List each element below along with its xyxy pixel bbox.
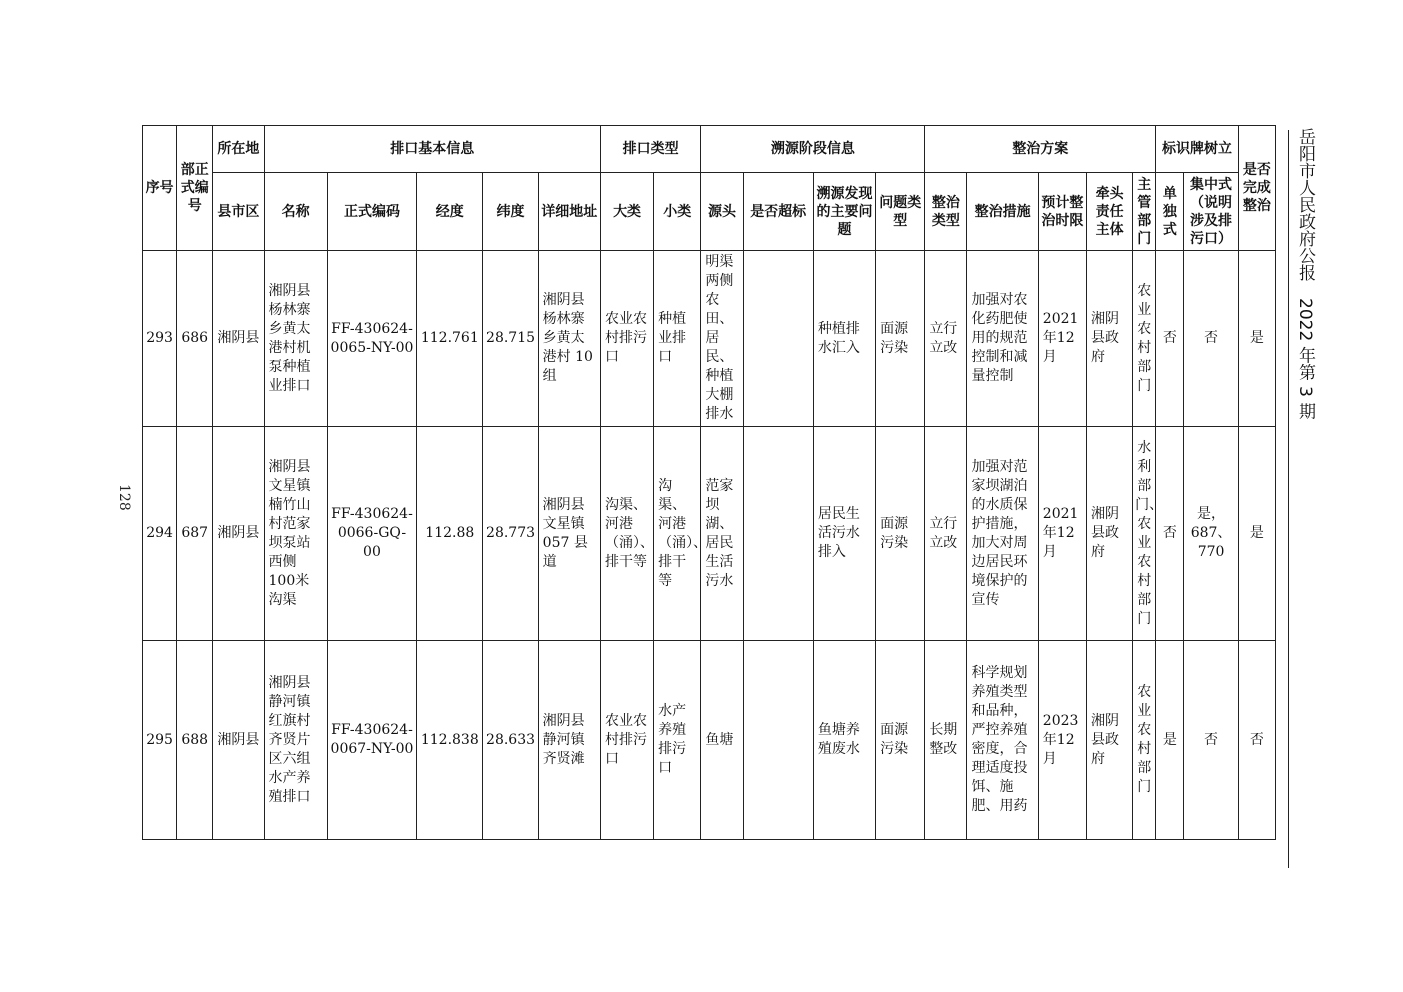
cell-problem-type: 面源污染 — [876, 641, 925, 840]
cell-lead: 湘阴县政府 — [1086, 427, 1132, 641]
cell-source: 明渠两侧农田、居民、种植大棚排水 — [701, 251, 743, 427]
cell-seq: 294 — [143, 427, 177, 641]
cell-measures: 加强对农化药肥使用的规范控制和减量控制 — [967, 251, 1038, 427]
cell-lng: 112.88 — [417, 427, 483, 641]
header-outlet-info: 排口基本信息 — [264, 126, 600, 173]
cell-fix-type: 长期整改 — [925, 641, 967, 840]
cell-single: 是 — [1156, 641, 1184, 840]
table-row — [143, 641, 1276, 840]
cell-major: 农业农村排污口 — [600, 641, 653, 840]
header-dept-code: 部正式编号 — [177, 126, 213, 251]
cell-single: 否 — [1156, 427, 1184, 641]
header-outlet-type: 排口类型 — [600, 126, 700, 173]
cell-problem-type: 面源污染 — [876, 427, 925, 641]
cell-name: 湘阴县文星镇楠竹山村范家坝泵站西侧100米沟渠 — [264, 427, 327, 641]
cell-lat: 28.773 — [483, 427, 538, 641]
table-row — [143, 427, 1276, 641]
cell-problem-type: 面源污染 — [876, 251, 925, 427]
cell-central: 否 — [1184, 251, 1238, 427]
cell-name: 湘阴县杨林寨乡黄太港村机泵种植业排口 — [264, 251, 327, 427]
cell-manager: 水利部门、农业农村部门 — [1133, 427, 1156, 641]
header-seq: 序号 — [143, 126, 177, 251]
cell-dept-code: 686 — [177, 251, 213, 427]
cell-dept-code: 687 — [177, 427, 213, 641]
cell-lat: 28.715 — [483, 251, 538, 427]
cell-major: 农业农村排污口 — [600, 251, 653, 427]
header-county: 县市区 — [213, 173, 264, 251]
header-central: 集中式（说明涉及排污口） — [1184, 173, 1238, 251]
cell-major: 沟渠、河港（涌）、排干等 — [600, 427, 653, 641]
header-source: 源头 — [701, 173, 743, 251]
cell-central: 否 — [1184, 641, 1238, 840]
header-problem: 溯源发现的主要问题 — [813, 173, 875, 251]
header-minor: 小类 — [654, 173, 701, 251]
header-problem-type: 问题类型 — [876, 173, 925, 251]
cell-single: 否 — [1156, 251, 1184, 427]
cell-deadline: 2021年12月 — [1038, 427, 1086, 641]
cell-completed: 是 — [1238, 251, 1275, 427]
cell-dept-code: 688 — [177, 641, 213, 840]
cell-county: 湘阴县 — [213, 641, 264, 840]
cell-seq: 293 — [143, 251, 177, 427]
cell-county: 湘阴县 — [213, 251, 264, 427]
cell-manager: 农业农村部门 — [1133, 251, 1156, 427]
header-major: 大类 — [600, 173, 653, 251]
cell-fix-type: 立行立改 — [925, 251, 967, 427]
cell-lat: 28.633 — [483, 641, 538, 840]
header-manager: 主管部门 — [1133, 173, 1156, 251]
header-address: 详细地址 — [538, 173, 600, 251]
header-measures: 整治措施 — [967, 173, 1038, 251]
cell-central: 是，687、770 — [1184, 427, 1238, 641]
cell-lng: 112.838 — [417, 641, 483, 840]
page-number: 128 — [116, 484, 132, 511]
header-lat: 纬度 — [483, 173, 538, 251]
cell-minor: 沟渠、河港（涌）、排干等 — [654, 427, 701, 641]
cell-minor: 种植业排口 — [654, 251, 701, 427]
header-exceed: 是否超标 — [743, 173, 813, 251]
cell-code: FF-430624-0065-NY-00 — [327, 251, 416, 427]
cell-measures: 科学规划养殖类型和品种，严控养殖密度，合理适度投饵、施肥、用药 — [967, 641, 1038, 840]
cell-exceed — [743, 427, 813, 641]
cell-lng: 112.761 — [417, 251, 483, 427]
gazette-running-title: 岳阳市人民政府公报 2022 年第 3 期 — [1295, 128, 1315, 420]
header-completed: 是否完成整治 — [1238, 126, 1275, 251]
cell-problem: 鱼塘养殖废水 — [813, 641, 875, 840]
header-location: 所在地 — [213, 126, 264, 173]
cell-completed: 是 — [1238, 427, 1275, 641]
header-trace-info: 溯源阶段信息 — [701, 126, 925, 173]
header-plan: 整治方案 — [925, 126, 1156, 173]
cell-address: 湘阴县杨林寨乡黄太港村 10 组 — [538, 251, 600, 427]
cell-source: 鱼塘 — [701, 641, 743, 840]
cell-completed: 否 — [1238, 641, 1275, 840]
cell-exceed — [743, 641, 813, 840]
cell-county: 湘阴县 — [213, 427, 264, 641]
cell-code: FF-430624-0067-NY-00 — [327, 641, 416, 840]
cell-name: 湘阴县静河镇红旗村齐贤片区六组水产养殖排口 — [264, 641, 327, 840]
header-lead: 牵头责任主体 — [1086, 173, 1132, 251]
cell-address: 湘阴县静河镇齐贤滩 — [538, 641, 600, 840]
cell-minor: 水产养殖排污口 — [654, 641, 701, 840]
header-name: 名称 — [264, 173, 327, 251]
outlet-table — [142, 125, 1276, 840]
cell-lead: 湘阴县政府 — [1086, 251, 1132, 427]
header-code: 正式编码 — [327, 173, 416, 251]
cell-problem: 种植排水汇入 — [813, 251, 875, 427]
header-fix-type: 整治类型 — [925, 173, 967, 251]
header-deadline: 预计整治时限 — [1038, 173, 1086, 251]
header-sign: 标识牌树立 — [1156, 126, 1238, 173]
header-lng: 经度 — [417, 173, 483, 251]
cell-address: 湘阴县文星镇057 县道 — [538, 427, 600, 641]
cell-deadline: 2021年12月 — [1038, 251, 1086, 427]
cell-fix-type: 立行立改 — [925, 427, 967, 641]
cell-seq: 295 — [143, 641, 177, 840]
margin-rule — [1288, 130, 1289, 868]
cell-manager: 农业农村部门 — [1133, 641, 1156, 840]
cell-problem: 居民生活污水排入 — [813, 427, 875, 641]
cell-measures: 加强对范家坝湖泊的水质保护措施，加大对周边居民环境保护的宣传 — [967, 427, 1038, 641]
cell-exceed — [743, 251, 813, 427]
cell-lead: 湘阴县政府 — [1086, 641, 1132, 840]
cell-deadline: 2023年12月 — [1038, 641, 1086, 840]
table-row — [143, 251, 1276, 427]
cell-code: FF-430624-0066-GQ-00 — [327, 427, 416, 641]
cell-source: 范家坝湖、居民生活污水 — [701, 427, 743, 641]
header-single: 单独式 — [1156, 173, 1184, 251]
